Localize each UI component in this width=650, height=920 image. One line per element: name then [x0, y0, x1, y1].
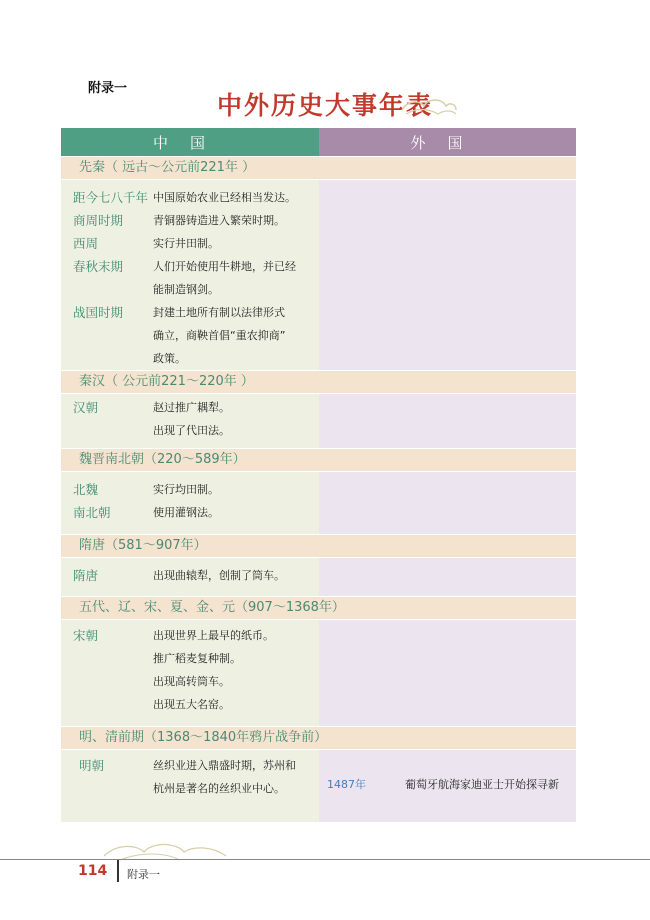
- era-heading: 先秦（ 远古～公元前221年 ）: [61, 157, 576, 179]
- page-number: 114: [78, 863, 108, 879]
- header-china: 中国: [61, 128, 319, 156]
- foreign-cell: [319, 620, 576, 726]
- footer-rule: [0, 859, 650, 860]
- table-row: 明朝 丝织业进入鼎盛时期，苏州和: [79, 758, 296, 773]
- foreign-cell: [319, 472, 576, 534]
- appendix-label: 附录一: [88, 81, 128, 96]
- table-row: 出现五大名窑。: [153, 698, 230, 711]
- table-row: 政策。: [153, 352, 186, 365]
- chronology-table: [61, 128, 576, 822]
- table-row: 能制造钢剑。: [153, 283, 219, 296]
- table-row: 西周 实行井田制。: [73, 236, 219, 251]
- table-row: 出现了代田法。: [153, 424, 230, 437]
- table-header: [61, 128, 576, 156]
- table-row: 出现高转筒车。: [153, 675, 230, 688]
- era-heading: 五代、辽、宋、夏、金、元（907～1368年）: [61, 597, 576, 619]
- page-title: 中外历史大事年表: [216, 91, 433, 120]
- era-section: [61, 558, 576, 596]
- era-section: [61, 180, 576, 370]
- foreign-year: 1487年: [327, 778, 366, 791]
- foreign-cell: [319, 394, 576, 448]
- era-heading: 隋唐（581～907年）: [61, 535, 576, 557]
- era-heading: 魏晋南北朝（220～589年）: [61, 449, 576, 471]
- table-row: 商周时期 青铜器铸造进入繁荣时期。: [73, 213, 285, 228]
- table-row: 汉朝 赵过推广耦犁。: [73, 400, 230, 415]
- foreign-cell: [319, 750, 576, 822]
- table-row: 宋朝 出现世界上最早的纸币。: [73, 628, 274, 643]
- era-heading: 秦汉（ 公元前221～220年 ）: [61, 371, 576, 393]
- table-row: 战国时期 封建土地所有制以法律形式: [73, 305, 285, 320]
- foreign-cell: [319, 180, 576, 370]
- table-row: 隋唐 出现曲辕犁，创制了筒车。: [73, 568, 285, 583]
- era-heading: 明、清前期（1368～1840年鸦片战争前）: [61, 727, 576, 749]
- table-row: 南北朝 使用灌钢法。: [73, 505, 219, 520]
- era-section: [61, 620, 576, 726]
- table-row: 北魏 实行均田制。: [73, 482, 219, 497]
- cloud-ornament-icon: [398, 92, 458, 118]
- foreign-event: 葡萄牙航海家迪亚士开始探寻新: [405, 778, 559, 791]
- era-section: [61, 394, 576, 448]
- era-section: [61, 750, 576, 822]
- header-foreign: 外国: [319, 128, 576, 156]
- footer-divider: [117, 860, 119, 882]
- era-section: [61, 472, 576, 534]
- footer-label: 附录一: [127, 868, 160, 881]
- table-row: 推广稻麦复种制。: [153, 652, 241, 665]
- table-row: 杭州是著名的丝织业中心。: [153, 782, 285, 795]
- table-row: 确立，商鞅首倡“重农抑商”: [153, 329, 286, 342]
- foreign-cell: [319, 558, 576, 596]
- table-row: 春秋末期 人们开始使用牛耕地，并已经: [73, 259, 296, 274]
- table-row: 距今七八千年 中国原始农业已经相当发达。: [73, 190, 296, 205]
